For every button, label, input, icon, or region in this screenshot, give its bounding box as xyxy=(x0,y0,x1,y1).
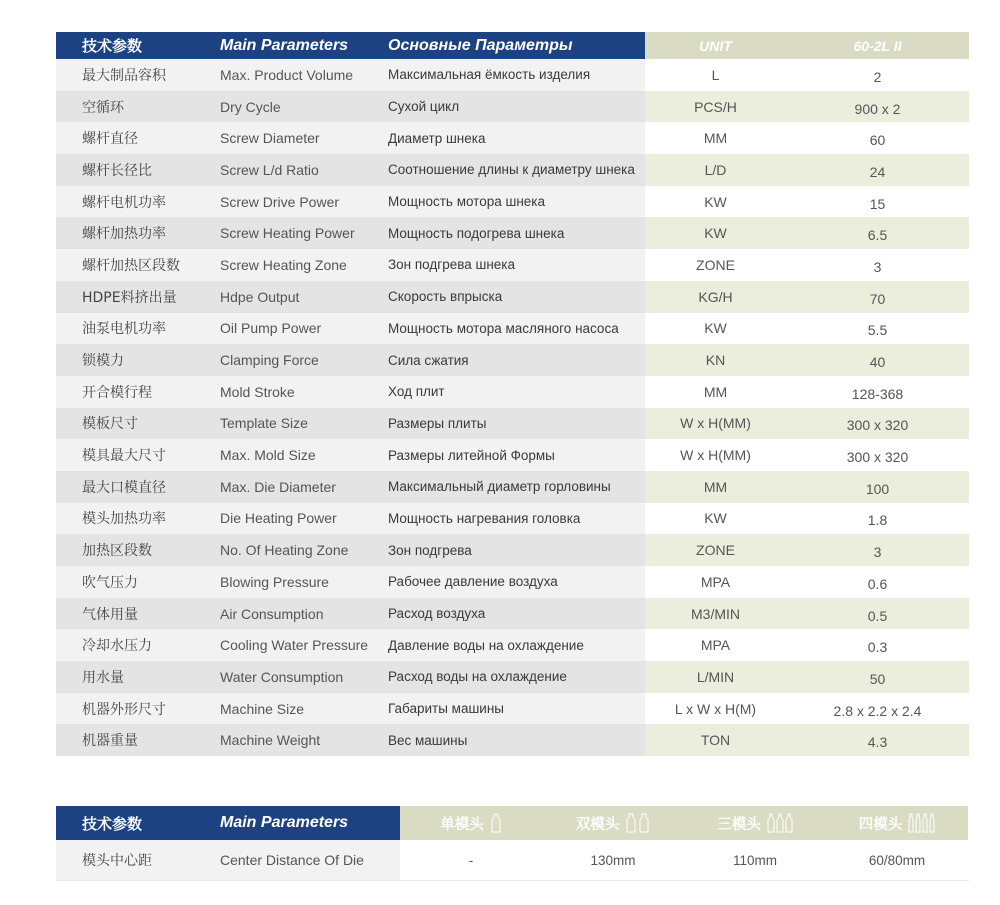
spec-value: 128-368 xyxy=(786,376,969,408)
spec-cn: 机器重量 xyxy=(56,724,220,756)
double-bottle-icon xyxy=(625,813,650,833)
die-row-cn: 模头中心距 xyxy=(56,840,220,880)
spec-row xyxy=(56,693,969,725)
spec-cn: 螺杆长径比 xyxy=(56,154,220,186)
die-head-double xyxy=(542,806,684,840)
triple-bottle-icon xyxy=(767,813,793,833)
spec-value: 300 x 320 xyxy=(786,408,969,440)
spec-unit: L xyxy=(645,59,786,91)
spec-value: 5.5 xyxy=(786,313,969,345)
spec-ru: Скорость впрыска xyxy=(388,281,645,313)
spec-value: 6.5 xyxy=(786,217,969,249)
spec-en: Machine Size xyxy=(220,693,388,725)
spec-ru: Расход воды на охлаждение xyxy=(388,661,645,693)
spec-cn: 油泵电机功率 xyxy=(56,313,220,345)
spec-unit: MM xyxy=(645,376,786,408)
spec-value: 50 xyxy=(786,661,969,693)
specs-body xyxy=(56,59,969,756)
die-row-en: Center Distance Of Die xyxy=(220,840,400,880)
spec-unit: PCS/H xyxy=(645,91,786,123)
spec-unit: ZONE xyxy=(645,534,786,566)
spec-en: Screw L/d Ratio xyxy=(220,154,388,186)
spec-unit: KG/H xyxy=(645,281,786,313)
spec-row xyxy=(56,408,969,440)
die-header-en: Main Parameters xyxy=(220,806,400,840)
spec-value: 4.3 xyxy=(786,724,969,756)
header-ru: Основные Параметры xyxy=(388,32,645,59)
spec-cn: 冷却水压力 xyxy=(56,629,220,661)
spec-unit: L/MIN xyxy=(645,661,786,693)
spec-value: 1.8 xyxy=(786,503,969,535)
spec-en: Clamping Force xyxy=(220,344,388,376)
spec-unit: KW xyxy=(645,217,786,249)
specs-header-row xyxy=(56,32,969,59)
spec-ru: Зон подгрева шнека xyxy=(388,249,645,281)
header-en: Main Parameters xyxy=(220,32,388,59)
spec-unit: KW xyxy=(645,503,786,535)
spec-row xyxy=(56,281,969,313)
spec-cn: 开合模行程 xyxy=(56,376,220,408)
spec-unit: ZONE xyxy=(645,249,786,281)
specs-table xyxy=(56,32,969,756)
spec-cn: 螺杆加热功率 xyxy=(56,217,220,249)
die-value-triple: 110mm xyxy=(732,852,777,868)
die-value-single: - xyxy=(468,852,474,868)
spec-value: 3 xyxy=(786,534,969,566)
spec-en: Max. Mold Size xyxy=(220,439,388,471)
spec-unit: L/D xyxy=(645,154,786,186)
spec-row xyxy=(56,566,969,598)
spec-en: Template Size xyxy=(220,408,388,440)
spec-row xyxy=(56,598,969,630)
spec-en: Screw Heating Zone xyxy=(220,249,388,281)
spec-value: 0.3 xyxy=(786,629,969,661)
spec-value: 0.5 xyxy=(786,598,969,630)
die-head-label: 四模头 xyxy=(858,816,903,833)
spec-unit: W x H(MM) xyxy=(645,439,786,471)
spec-cn: 用水量 xyxy=(56,661,220,693)
spec-en: Hdpe Output xyxy=(220,281,388,313)
die-head-label: 单模头 xyxy=(440,816,484,833)
spec-row xyxy=(56,91,969,123)
spec-row xyxy=(56,344,969,376)
spec-ru: Мощность нагревания головка xyxy=(388,503,645,535)
spec-value: 24 xyxy=(786,154,969,186)
spec-value: 100 xyxy=(786,471,969,503)
spec-cn: 气体用量 xyxy=(56,598,220,630)
spec-en: Screw Diameter xyxy=(220,122,388,154)
die-head-triple xyxy=(684,806,826,840)
spec-unit: MPA xyxy=(645,566,786,598)
spec-ru: Давление воды на охлаждение xyxy=(388,629,645,661)
spec-en: Water Consumption xyxy=(220,661,388,693)
spec-row xyxy=(56,313,969,345)
spec-ru: Максимальная ёмкость изделия xyxy=(388,59,645,91)
spec-cn: 吹气压力 xyxy=(56,566,220,598)
spec-ru: Вес машины xyxy=(388,724,645,756)
spec-en: Oil Pump Power xyxy=(220,313,388,345)
spec-en: Screw Heating Power xyxy=(220,217,388,249)
spec-row xyxy=(56,661,969,693)
spec-row xyxy=(56,439,969,471)
spec-en: Mold Stroke xyxy=(220,376,388,408)
spec-en: Die Heating Power xyxy=(220,503,388,535)
die-header-cn: 技术参数 xyxy=(56,806,220,840)
spec-row xyxy=(56,503,969,535)
spec-unit: MM xyxy=(645,471,786,503)
spec-ru: Соотношение длины к диаметру шнека xyxy=(388,154,645,186)
spec-row xyxy=(56,249,969,281)
die-head-label: 双模头 xyxy=(575,816,620,833)
die-header-row xyxy=(56,806,969,840)
spec-cn: 加热区段数 xyxy=(56,534,220,566)
spec-ru: Размеры плиты xyxy=(388,408,645,440)
spec-value: 0.6 xyxy=(786,566,969,598)
spec-cn: 螺杆直径 xyxy=(56,122,220,154)
spec-ru: Мощность подогрева шнека xyxy=(388,217,645,249)
spec-ru: Максимальный диаметр горловины xyxy=(388,471,645,503)
die-value-quad: 60/80mm xyxy=(868,852,926,868)
spec-row xyxy=(56,629,969,661)
spec-ru: Расход воздуха xyxy=(388,598,645,630)
spec-unit: W x H(MM) xyxy=(645,408,786,440)
spec-value: 3 xyxy=(786,249,969,281)
spec-value: 60 xyxy=(786,122,969,154)
spec-row xyxy=(56,471,969,503)
spec-value: 70 xyxy=(786,281,969,313)
spec-row xyxy=(56,186,969,218)
spec-en: Max. Die Diameter xyxy=(220,471,388,503)
die-value-double: 130mm xyxy=(590,852,636,868)
spec-value: 300 x 320 xyxy=(786,439,969,471)
spec-row xyxy=(56,59,969,91)
spec-cn: 模头加热功率 xyxy=(56,503,220,535)
spec-cn: 最大口模直径 xyxy=(56,471,220,503)
die-center-distance-row xyxy=(56,840,969,881)
spec-unit: MPA xyxy=(645,629,786,661)
spec-en: Screw Drive Power xyxy=(220,186,388,218)
spec-value: 900 x 2 xyxy=(786,91,969,123)
spec-value: 15 xyxy=(786,186,969,218)
spec-value: 2.8 x 2.2 x 2.4 xyxy=(786,693,969,725)
spec-row xyxy=(56,217,969,249)
spec-ru: Размеры литейной Формы xyxy=(388,439,645,471)
die-head-label: 三模头 xyxy=(717,816,761,833)
spec-row xyxy=(56,534,969,566)
die-head-single xyxy=(400,806,542,840)
spec-unit: MM xyxy=(645,122,786,154)
spec-unit: M3/MIN xyxy=(645,598,786,630)
spec-en: Dry Cycle xyxy=(220,91,388,123)
single-bottle-icon xyxy=(490,813,502,833)
spec-value: 40 xyxy=(786,344,969,376)
spec-cn: 模具最大尺寸 xyxy=(56,439,220,471)
spec-unit: KW xyxy=(645,313,786,345)
spec-cn: 模板尺寸 xyxy=(56,408,220,440)
spec-cn: 锁模力 xyxy=(56,344,220,376)
spec-unit: KW xyxy=(645,186,786,218)
spec-en: Blowing Pressure xyxy=(220,566,388,598)
spec-cn: 最大制品容积 xyxy=(56,59,220,91)
spec-en: Air Consumption xyxy=(220,598,388,630)
spec-cn: 空循环 xyxy=(56,91,220,123)
spec-ru: Диаметр шнека xyxy=(388,122,645,154)
spec-ru: Зон подгрева xyxy=(388,534,645,566)
spec-en: Cooling Water Pressure xyxy=(220,629,388,661)
die-table xyxy=(56,806,969,881)
quad-bottle-icon xyxy=(908,813,935,833)
header-cn: 技术参数 xyxy=(56,32,220,59)
spec-ru: Ход плит xyxy=(388,376,645,408)
spec-unit: KN xyxy=(645,344,786,376)
spec-value: 2 xyxy=(786,59,969,91)
spec-cn: 机器外形尺寸 xyxy=(56,693,220,725)
spec-en: Max. Product Volume xyxy=(220,59,388,91)
spec-en: No. Of Heating Zone xyxy=(220,534,388,566)
spec-row xyxy=(56,154,969,186)
spec-unit: L x W x H(M) xyxy=(645,693,786,725)
spec-ru: Рабочее давление воздуха xyxy=(388,566,645,598)
spec-en: Machine Weight xyxy=(220,724,388,756)
spec-row xyxy=(56,724,969,756)
spec-row xyxy=(56,376,969,408)
header-model: 60-2L II xyxy=(786,32,969,59)
spec-ru: Сухой цикл xyxy=(388,91,645,123)
spec-ru: Сила сжатия xyxy=(388,344,645,376)
die-head-quad xyxy=(826,806,968,840)
spec-row xyxy=(56,122,969,154)
spec-ru: Мощность мотора масляного насоса xyxy=(388,313,645,345)
spec-unit: TON xyxy=(645,724,786,756)
spec-cn: 螺杆电机功率 xyxy=(56,186,220,218)
spec-cn: HDPE料挤出量 xyxy=(56,281,220,313)
spec-ru: Мощность мотора шнека xyxy=(388,186,645,218)
header-unit: UNIT xyxy=(645,32,786,59)
spec-cn: 螺杆加热区段数 xyxy=(56,249,220,281)
spec-ru: Габариты машины xyxy=(388,693,645,725)
